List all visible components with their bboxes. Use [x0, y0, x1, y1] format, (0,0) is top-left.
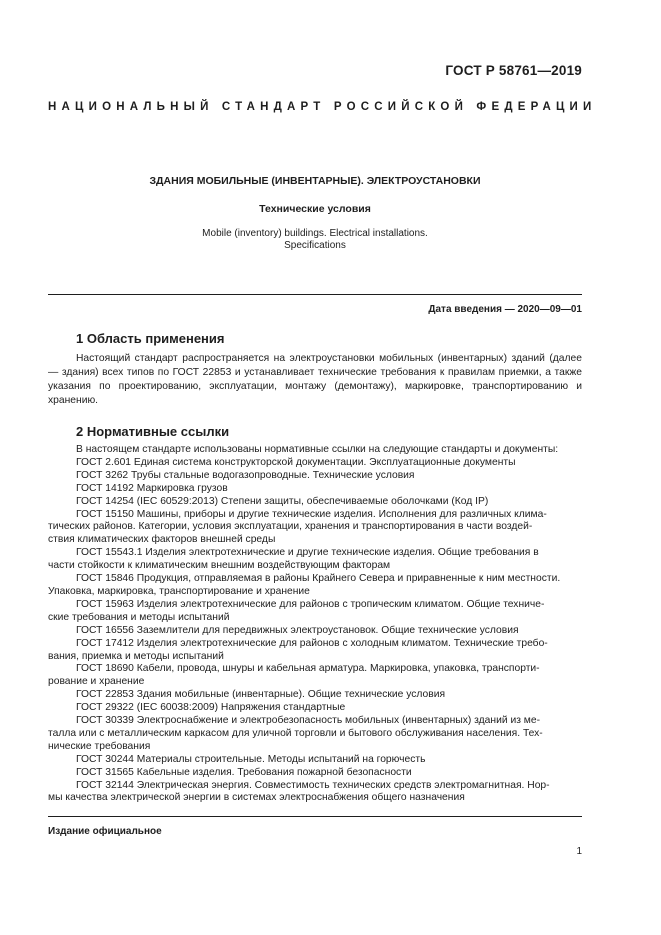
- reference-line: ГОСТ 15963 Изделия электротехнические для районов с тропическим климатом. Общие техниче-: [76, 598, 545, 610]
- reference-line: ГОСТ 14254 (IEC 60529:2013) Степени защиты, обеспечиваемые оболочками (Код IP): [76, 495, 489, 507]
- reference-line: ГОСТ 18690 Кабели, провода, шнуры и кабельная арматура. Маркировка, упаковка, транспорти-: [76, 663, 540, 675]
- reference-line: вания, приемка и методы испытаний: [48, 650, 224, 662]
- reference-line: ГОСТ 17412 Изделия электротехнические для районов с холодным климатом. Технические требо-: [76, 637, 548, 649]
- english-title-line-2: Specifications: [284, 240, 346, 251]
- reference-line: ские требования и методы испытаний: [48, 611, 230, 623]
- reference-line: В настоящем стандарте использованы нормативные ссылки на следующие стандарты и документы:: [76, 444, 559, 455]
- reference-line: талла или с металлическим каркасом для уличной торговли и бытового обслуживания населения. Тех-: [48, 727, 543, 739]
- reference-line: ГОСТ 2.601 Единая система конструкторской документации. Эксплуатационные документы: [76, 456, 516, 468]
- reference-line: ГОСТ 30244 Материалы строительные. Методы испытаний на горючесть: [76, 753, 426, 765]
- reference-line: ГОСТ 29322 (IEC 60038:2009) Напряжения стандартные: [76, 702, 346, 714]
- standard-number: ГОСТ Р 58761—2019: [445, 63, 582, 78]
- reference-line: рование и хранение: [48, 676, 145, 688]
- reference-line: ГОСТ 3262 Трубы стальные водогазопроводные. Технические условия: [76, 469, 415, 481]
- page-number: 1: [576, 846, 582, 857]
- reference-line: части стойкости к климатическим внешним воздействующим факторам: [48, 560, 391, 572]
- section-2-heading: 2 Нормативные ссылки: [76, 424, 230, 439]
- document-title: ЗДАНИЯ МОБИЛЬНЫЕ (ИНВЕНТАРНЫЕ). ЭЛЕКТРОУСТАНОВКИ: [149, 175, 481, 187]
- reference-line: ГОСТ 31565 Кабельные изделия. Требования пожарной безопасности: [76, 766, 412, 778]
- english-title-line-1: Mobile (inventory) buildings. Electrical installations.: [202, 228, 428, 239]
- reference-line: ГОСТ 14192 Маркировка грузов: [76, 482, 228, 494]
- reference-line: ГОСТ 15150 Машины, приборы и другие технические изделия. Исполнения для различных клима-: [76, 508, 547, 520]
- national-standard-banner: НАЦИОНАЛЬНЫЙ СТАНДАРТ РОССИЙСКОЙ ФЕДЕРАЦИИ: [48, 101, 597, 113]
- reference-line: ГОСТ 22853 Здания мобильные (инвентарные). Общие технические условия: [76, 689, 446, 701]
- normative-references-list: [48, 444, 582, 805]
- reference-line: нические требования: [48, 740, 151, 752]
- reference-line: ГОСТ 16556 Заземлители для передвижных электроустановок. Общие технические условия: [76, 624, 519, 636]
- title-divider: [48, 294, 582, 295]
- reference-line: ствия климатических факторов внешней среды: [48, 534, 276, 546]
- english-title: [48, 228, 582, 252]
- document-subtitle: Технические условия: [259, 203, 371, 215]
- reference-line: ГОСТ 15543.1 Изделия электротехнические и другие технические изделия. Общие требования в: [76, 547, 539, 559]
- reference-line: мы качества электрической энергии в системах электроснабжения общего назначения: [48, 792, 465, 804]
- footer-divider: [48, 816, 582, 817]
- reference-line: ГОСТ 15846 Продукция, отправляемая в районы Крайнего Севера и приравненные к ним местности.: [76, 573, 561, 585]
- reference-line: Упаковка, маркировка, транспортирование и хранение: [48, 585, 310, 597]
- reference-line: ГОСТ 32144 Электрическая энергия. Совместимость технических средств электромагнитная. Нор-: [76, 779, 550, 791]
- section-1-text: Настоящий стандарт распространяется на электроустановки мобильных (инвентарных) зданий (далее — здания) всех типов по ГОСТ 22853 и устанавливает технические требования к правилам приемки, а также указания по проектированию, эксплуатации, монтажу (демонтажу), маркировке, транспортированию и хранению.: [48, 353, 582, 407]
- edition-label: Издание официальное: [48, 826, 162, 837]
- reference-line: тических районов. Категории, условия эксплуатации, хранения и транспортирования в части воздей-: [48, 521, 533, 533]
- introduction-date: Дата введения — 2020—09—01: [428, 304, 582, 315]
- section-1-heading: 1 Область применения: [76, 331, 225, 346]
- reference-line: ГОСТ 30339 Электроснабжение и электробезопасность мобильных (инвентарных) зданий из ме-: [76, 715, 541, 727]
